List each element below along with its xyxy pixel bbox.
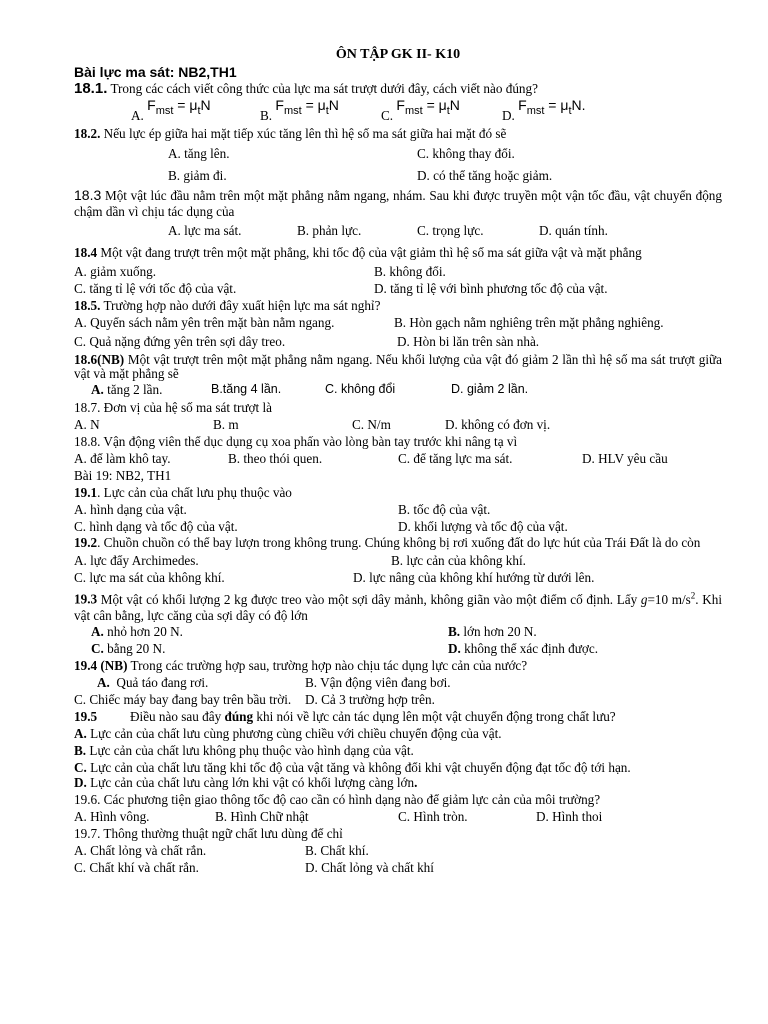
option-b: B.tăng 4 lần. xyxy=(211,381,282,396)
option-d: D. Lực cản của chất lưu càng lớn khi vật có khối lượng càng lớn. xyxy=(74,775,418,791)
option-a: A. để làm khô tay. xyxy=(74,450,171,466)
option-c: C. $F_{mst} = \mu_tN$ xyxy=(381,97,460,123)
option-a: A. Hình vông. xyxy=(74,809,150,825)
option-c: C. hình dạng và tốc độ của vật. xyxy=(74,518,238,534)
option-b: B. Chất khí. xyxy=(305,843,369,859)
question-text: Điều nào sau đây đúng khi nói về lực cản tác dụng lên một vật chuyển động trong chất lưu? xyxy=(130,708,616,724)
question-text: Một vật có khối lượng 2 kg được treo vào một sợi dây mảnh, không giãn vào một điểm cố định. Lấy g=10 $m/s^2$. Khi vật cân bằng, lực căng của sợi dây có độ lớn xyxy=(74,590,723,623)
question-text: . Chuồn chuồn có thể bay lượn trong không trung. Chúng không bị rơi xuống đất do lực hút của Trái Đất là do còn xyxy=(97,534,701,550)
question-number: 19.2 xyxy=(74,534,98,550)
question-text: Trong các trường hợp sau, trường hợp nào chịu tác dụng lực cản của nước? xyxy=(130,657,528,673)
option-c: C. Chất khí và chất rắn. xyxy=(74,860,199,876)
question-number: 19.3 xyxy=(74,591,98,607)
option-b: B. lớn hơn 20 N. xyxy=(448,623,537,639)
option-b: B. phản lực. xyxy=(297,223,362,239)
option-c: C. tăng tỉ lệ với tốc độ của vật. xyxy=(74,280,237,296)
option-b: B. tốc độ của vật. xyxy=(398,501,491,517)
option-a: A. N xyxy=(74,416,100,432)
question-19-3 xyxy=(74,587,722,657)
option-d: D. giảm 2 lần. xyxy=(451,381,529,396)
option-a: A. tăng 2 lần. xyxy=(91,381,163,397)
option-b: B. lực cản của không khí. xyxy=(391,553,526,569)
option-a: A. Quả táo đang rơi. xyxy=(97,674,209,690)
question-number: 18.6(NB) xyxy=(74,351,125,367)
option-a: A. lực đẩy Archimedes. xyxy=(74,553,199,569)
formula-b: $F_{mst} = \mu_tN$ xyxy=(275,97,339,117)
question-18-2 xyxy=(74,126,722,188)
question-number: 19.4 (NB) xyxy=(74,657,128,673)
question-text: 19.7. Thông thường thuật ngữ chất lưu dùng để chỉ xyxy=(74,826,343,842)
formula-d: $F_{mst} = \mu_tN$. xyxy=(518,97,586,117)
question-text: Một vật đang trượt trên một mặt phẳng, khi tốc độ của vật giảm thì hệ số ma sát giữa vật và mặt phẳng xyxy=(100,245,642,261)
option-d: D. Cả 3 trường hợp trên. xyxy=(305,691,435,707)
question-19-1 xyxy=(74,485,722,536)
question-number: 19.5 xyxy=(74,708,98,724)
option-c: C. Quả nặng đứng yên trên sợi dây treo. xyxy=(74,333,286,349)
option-a: A. tăng lên. xyxy=(168,146,230,161)
option-b: B. Hòn gạch nằm nghiêng trên mặt phẳng nghiêng. xyxy=(394,314,664,330)
question-text: 19.6. Các phương tiện giao thông tốc độ cao cần có hình dạng nào để giảm lực cản của môi trường? xyxy=(74,792,601,808)
question-text: . Lực cản của chất lưu phụ thuộc vào xyxy=(97,484,292,500)
question-text: Một vật trượt trên một mặt phẳng nằm ngang. Nếu khối lượng của vật đó giảm 2 lần thì hệ số ma sát trượt giữa vật và mặt phẳng sẽ xyxy=(74,351,723,382)
question-number: 18.5. xyxy=(74,297,101,313)
option-a: A. Chất lỏng và chất rắn. xyxy=(74,843,207,859)
option-a: A. nhỏ hơn 20 N. xyxy=(91,623,183,639)
option-a: A. Quyển sách nằm yên trên mặt bàn nằm ngang. xyxy=(74,314,335,330)
option-d: D. HLV yêu cầu xyxy=(582,450,668,466)
question-18-6 xyxy=(74,353,722,400)
option-c: C. Hình tròn. xyxy=(398,809,468,825)
option-d: D. Hòn bi lăn trên sàn nhà. xyxy=(397,333,540,349)
option-d: D. quán tính. xyxy=(539,223,608,239)
question-text: Nếu lực ép giữa hai mặt tiếp xúc tăng lên thì hệ số ma sát giữa hai mặt đó sẽ xyxy=(103,126,507,141)
option-a: A. $F_{mst} = \mu_tN$ xyxy=(131,97,211,123)
option-c: C. Chiếc máy bay đang bay trên bầu trời. xyxy=(74,691,292,707)
question-19-5 xyxy=(74,709,722,793)
formula-a: $F_{mst} = \mu_tN$ xyxy=(147,97,211,117)
option-b: B. Lực cản của chất lưu không phụ thuộc vào hình dạng của vật. xyxy=(74,742,414,758)
question-text: 18.8. Vận động viên thể dục dụng cụ xoa phấn vào lòng bàn tay trước khi nâng tạ vì xyxy=(74,433,518,449)
option-b: B. Vận động viên đang bơi. xyxy=(305,674,451,690)
question-19-6 xyxy=(74,792,722,826)
question-18-7 xyxy=(74,400,722,434)
question-text: 18.7. Đơn vị của hệ số ma sát trượt là xyxy=(74,399,272,415)
option-d: D. không thể xác định được. xyxy=(448,640,599,656)
question-number: 18.2. xyxy=(74,126,101,141)
option-d: D. $F_{mst} = \mu_tN$. xyxy=(502,97,586,123)
option-d: D. khối lượng và tốc độ của vật. xyxy=(398,518,568,534)
option-b: B. $F_{mst} = \mu_tN$ xyxy=(260,97,339,123)
option-d: D. tăng tỉ lệ với bình phương tốc độ của vật. xyxy=(374,280,608,296)
option-c: C. N/m xyxy=(352,416,391,432)
option-d: D. Hình thoi xyxy=(536,809,603,825)
option-c: C. lực ma sát của không khí. xyxy=(74,570,225,586)
question-19-2 xyxy=(74,536,722,588)
option-b: B. giảm đi. xyxy=(168,168,227,183)
option-a: A. Lực cản của chất lưu cùng phương cùng chiều với chiều chuyển động của vật. xyxy=(74,725,502,741)
question-18-4 xyxy=(74,245,722,298)
option-b: B. m xyxy=(213,416,239,432)
page-title: ÔN TẬP GK II- K10 xyxy=(335,47,461,62)
option-c: C. bằng 20 N. xyxy=(91,640,166,656)
option-d: D. lực nâng của không khí hướng từ dưới lên. xyxy=(353,570,595,586)
question-number: 18.3 xyxy=(74,187,102,203)
question-18-8 xyxy=(74,434,722,468)
option-a: A. lực ma sát. xyxy=(168,223,242,239)
option-c: C. không đổi xyxy=(325,381,396,396)
option-c: C. trọng lực. xyxy=(417,223,484,239)
option-c: C. không thay đổi. xyxy=(417,146,515,161)
section-heading-fluid-drag: Bài 19: NB2, TH1 xyxy=(74,467,172,483)
question-number: 19.1 xyxy=(74,484,98,500)
question-number: 18.1. xyxy=(74,80,108,97)
option-d: D. có thể tăng hoặc giảm. xyxy=(417,168,553,183)
question-number: 18.4 xyxy=(74,245,98,261)
option-c: C. Lực cản của chất lưu tăng khi tốc độ của vật tăng và không đổi khi vật chuyển động đạt tốc độ tới hạn. xyxy=(74,759,631,775)
option-b: B. không đổi. xyxy=(374,263,446,279)
question-18-1 xyxy=(74,81,722,124)
question-19-4 xyxy=(74,658,722,709)
section-heading-friction: Bài lực ma sát: NB2,TH1 xyxy=(74,64,237,80)
option-b: B. theo thói quen. xyxy=(228,450,323,466)
question-18-3 xyxy=(74,188,722,245)
formula-c: $F_{mst} = \mu_tN$ xyxy=(396,97,460,117)
option-a: A. giảm xuống. xyxy=(74,263,157,279)
question-18-5 xyxy=(74,298,722,353)
question-text: Một vật lúc đầu nằm trên một mặt phẳng nằm ngang, nhám. Sau khi được truyền một vận tốc đầu, vật chuyển động chậm dần vì chịu tác dụng của xyxy=(74,188,722,219)
question-text: Trong các cách viết công thức của lực ma sát trượt dưới đây, cách viết nào đúng? xyxy=(110,81,538,96)
question-19-7 xyxy=(74,826,722,877)
option-c: C. để tăng lực ma sát. xyxy=(398,450,513,466)
option-b: B. Hình Chữ nhật xyxy=(215,809,309,825)
document-page xyxy=(74,46,722,877)
option-d: D. không có đơn vị. xyxy=(445,416,551,432)
option-d: D. Chất lỏng và chất khí xyxy=(305,860,434,876)
option-a: A. hình dạng của vật. xyxy=(74,501,187,517)
question-text: Trường hợp nào dưới đây xuất hiện lực ma sát nghỉ? xyxy=(103,297,381,313)
